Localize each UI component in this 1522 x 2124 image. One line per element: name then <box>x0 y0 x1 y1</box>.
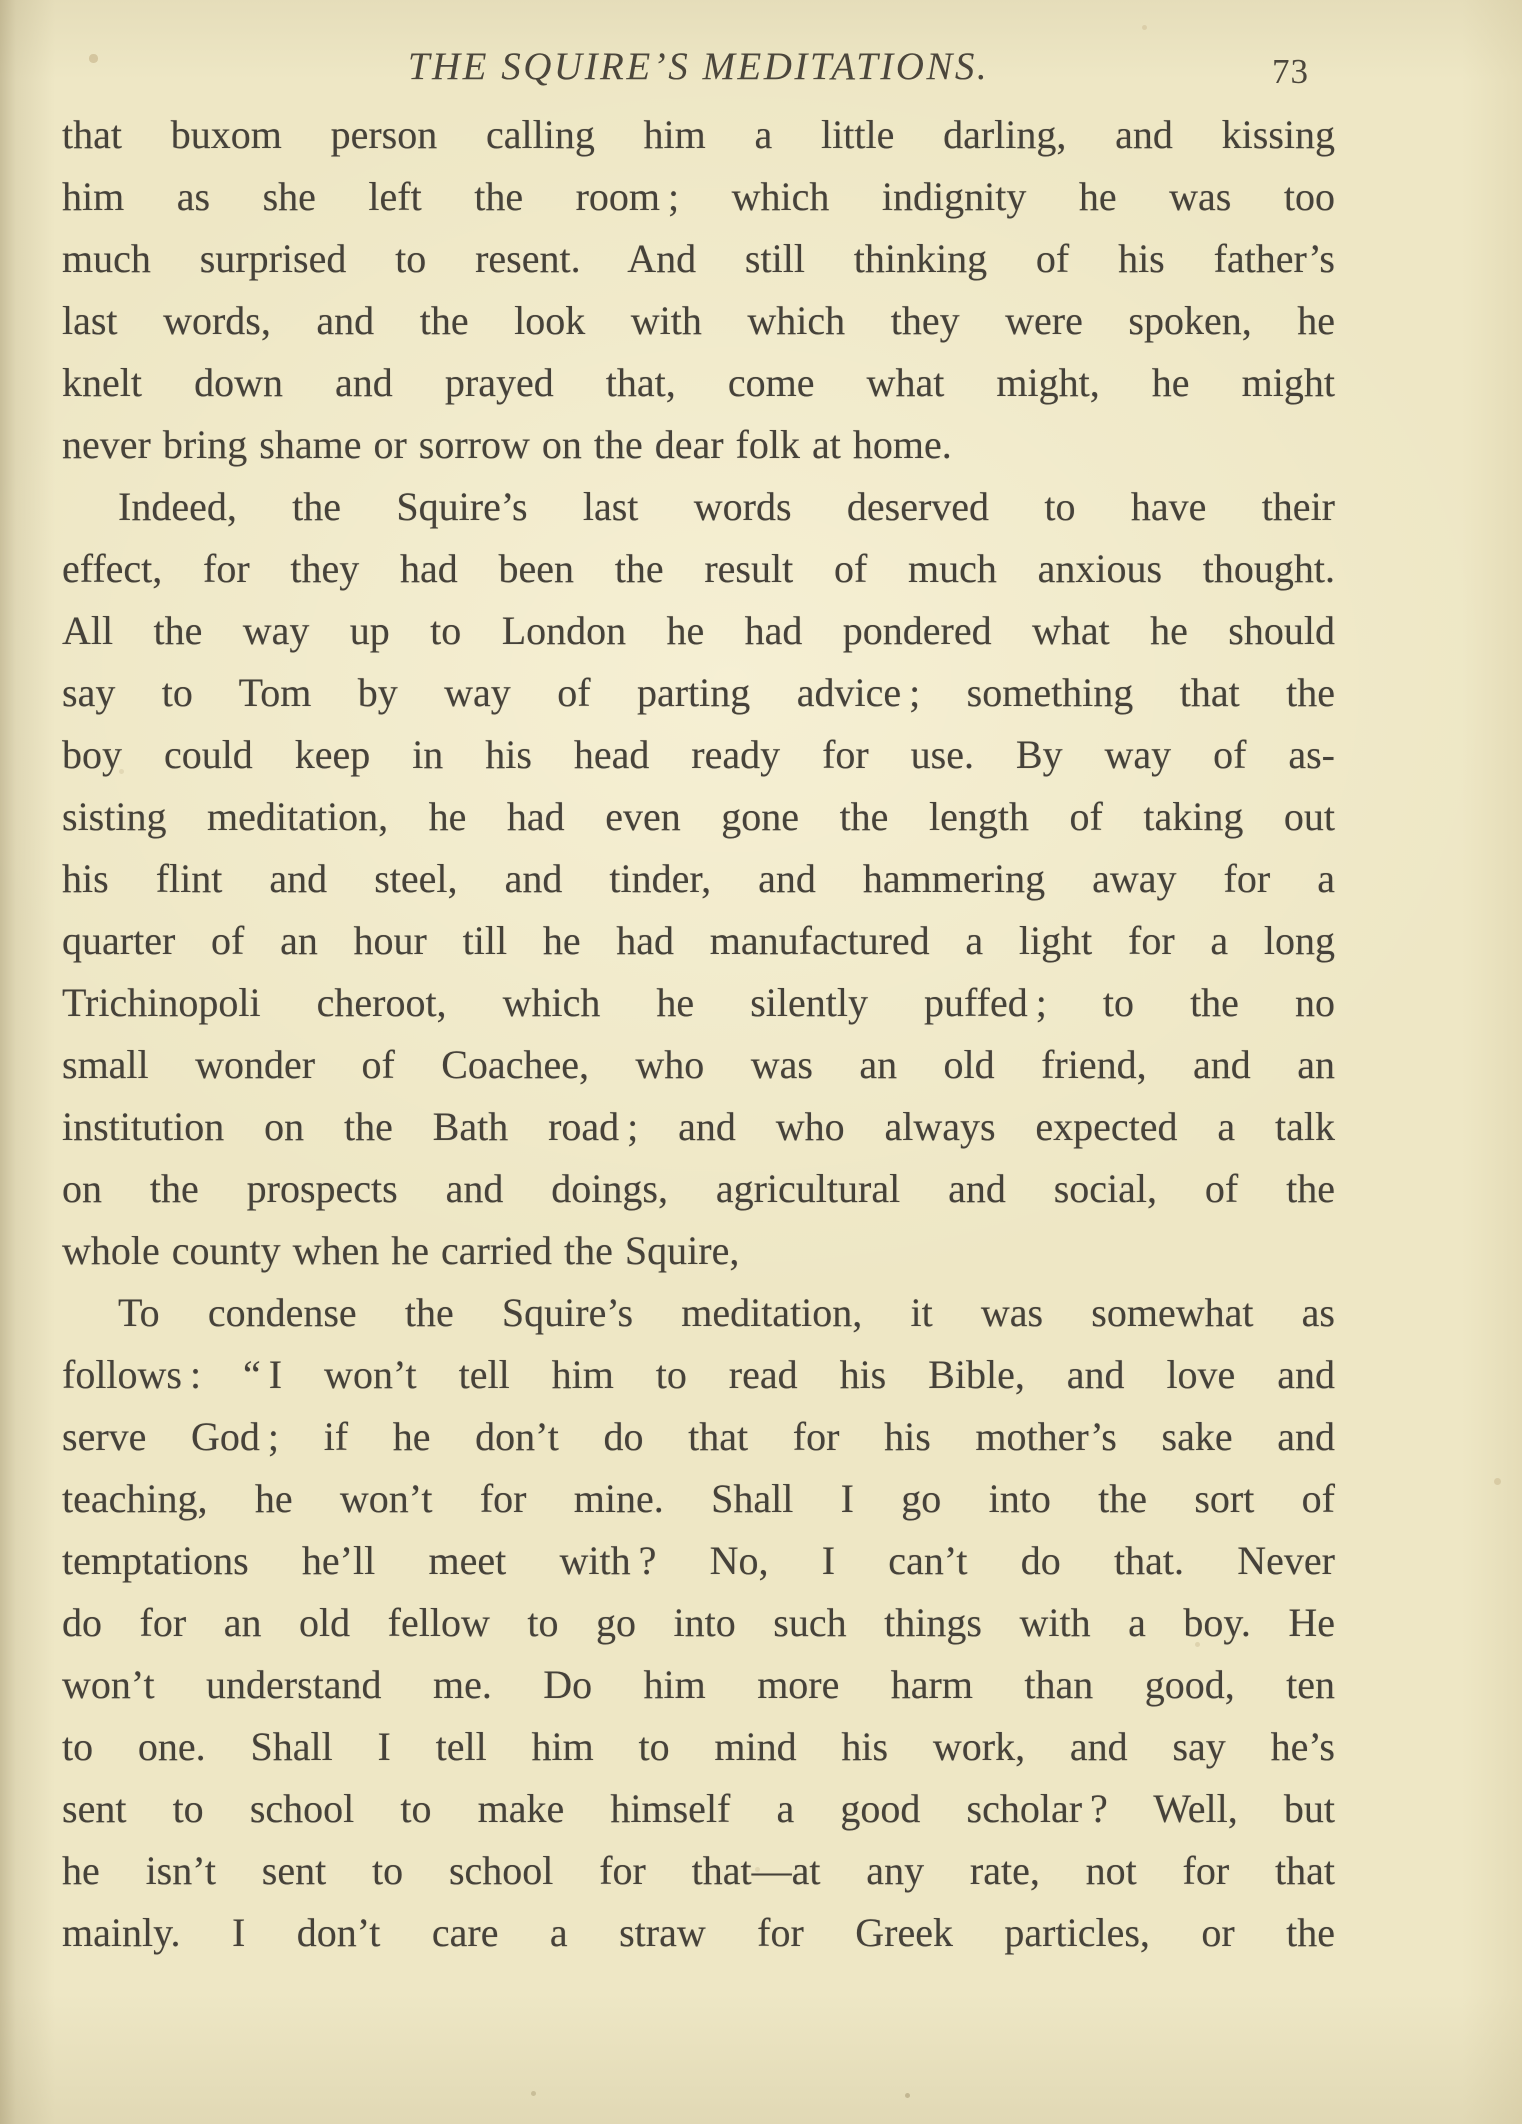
text-line: say to Tom by way of parting advice ; something that the <box>62 670 1335 715</box>
text-line: temptations he’ll meet with ? No, I can’t do that. Never <box>62 1538 1335 1583</box>
text-line: his flint and steel, and tinder, and hammering away for a <box>62 856 1335 901</box>
page-text <box>62 104 1335 1964</box>
text-line: follows : “ I won’t tell him to read his Bible, and love and <box>62 1352 1335 1397</box>
page-content <box>62 0 1335 1964</box>
text-line: that buxom person calling him a little darling, and kissing <box>62 112 1335 157</box>
text-line: sent to school to make himself a good scholar ? Well, but <box>62 1786 1335 1831</box>
text-line: last words, and the look with which they were spoken, he <box>62 298 1335 343</box>
text-line: small wonder of Coachee, who was an old friend, and an <box>62 1042 1335 1087</box>
text-line: much surprised to resent. And still thinking of his father’s <box>62 236 1335 281</box>
paragraph <box>62 1282 1335 1964</box>
text-line: To condense the Squire’s meditation, it was somewhat as <box>118 1290 1335 1335</box>
text-line: do for an old fellow to go into such things with a boy. He <box>62 1600 1335 1645</box>
text-line: boy could keep in his head ready for use. By way of as- <box>62 732 1335 777</box>
paragraph <box>62 104 1335 476</box>
text-line: All the way up to London he had pondered what he should <box>62 608 1335 653</box>
text-line: institution on the Bath road ; and who always expected a talk <box>62 1104 1335 1149</box>
text-line: on the prospects and doings, agricultural and social, of the <box>62 1166 1335 1211</box>
paper-specks <box>0 0 3 3</box>
text-line: sisting meditation, he had even gone the length of taking out <box>62 794 1335 839</box>
text-line: him as she left the room ; which indignity he was too <box>62 174 1335 219</box>
text-line: mainly. I don’t care a straw for Greek particles, or the <box>62 1910 1335 1955</box>
text-line: Indeed, the Squire’s last words deserved to have their <box>118 484 1335 529</box>
text-line: effect, for they had been the result of much anxious thought. <box>62 546 1335 591</box>
text-line: Trichinopoli cheroot, which he silently puffed ; to the no <box>62 980 1335 1025</box>
text-line: serve God ; if he don’t do that for his mother’s sake and <box>62 1414 1335 1459</box>
text-line: won’t understand me. Do him more harm than good, ten <box>62 1662 1335 1707</box>
text-line: teaching, he won’t for mine. Shall I go into the sort of <box>62 1476 1335 1521</box>
text-line: quarter of an hour till he had manufactured a light for a long <box>62 918 1335 963</box>
running-header <box>62 44 1335 102</box>
text-line: knelt down and prayed that, come what might, he might <box>62 360 1335 405</box>
chapter-title: THE SQUIRE’S MEDITATIONS. <box>407 45 990 88</box>
page-number: 73 <box>1272 52 1309 91</box>
text-line: to one. Shall I tell him to mind his work, and say he’s <box>62 1724 1335 1769</box>
text-line: whole county when he carried the Squire, <box>62 1228 740 1273</box>
text-line: he isn’t sent to school for that—at any rate, not for that <box>62 1848 1335 1893</box>
paragraph <box>62 476 1335 1282</box>
text-line: never bring shame or sorrow on the dear folk at home. <box>62 422 952 467</box>
